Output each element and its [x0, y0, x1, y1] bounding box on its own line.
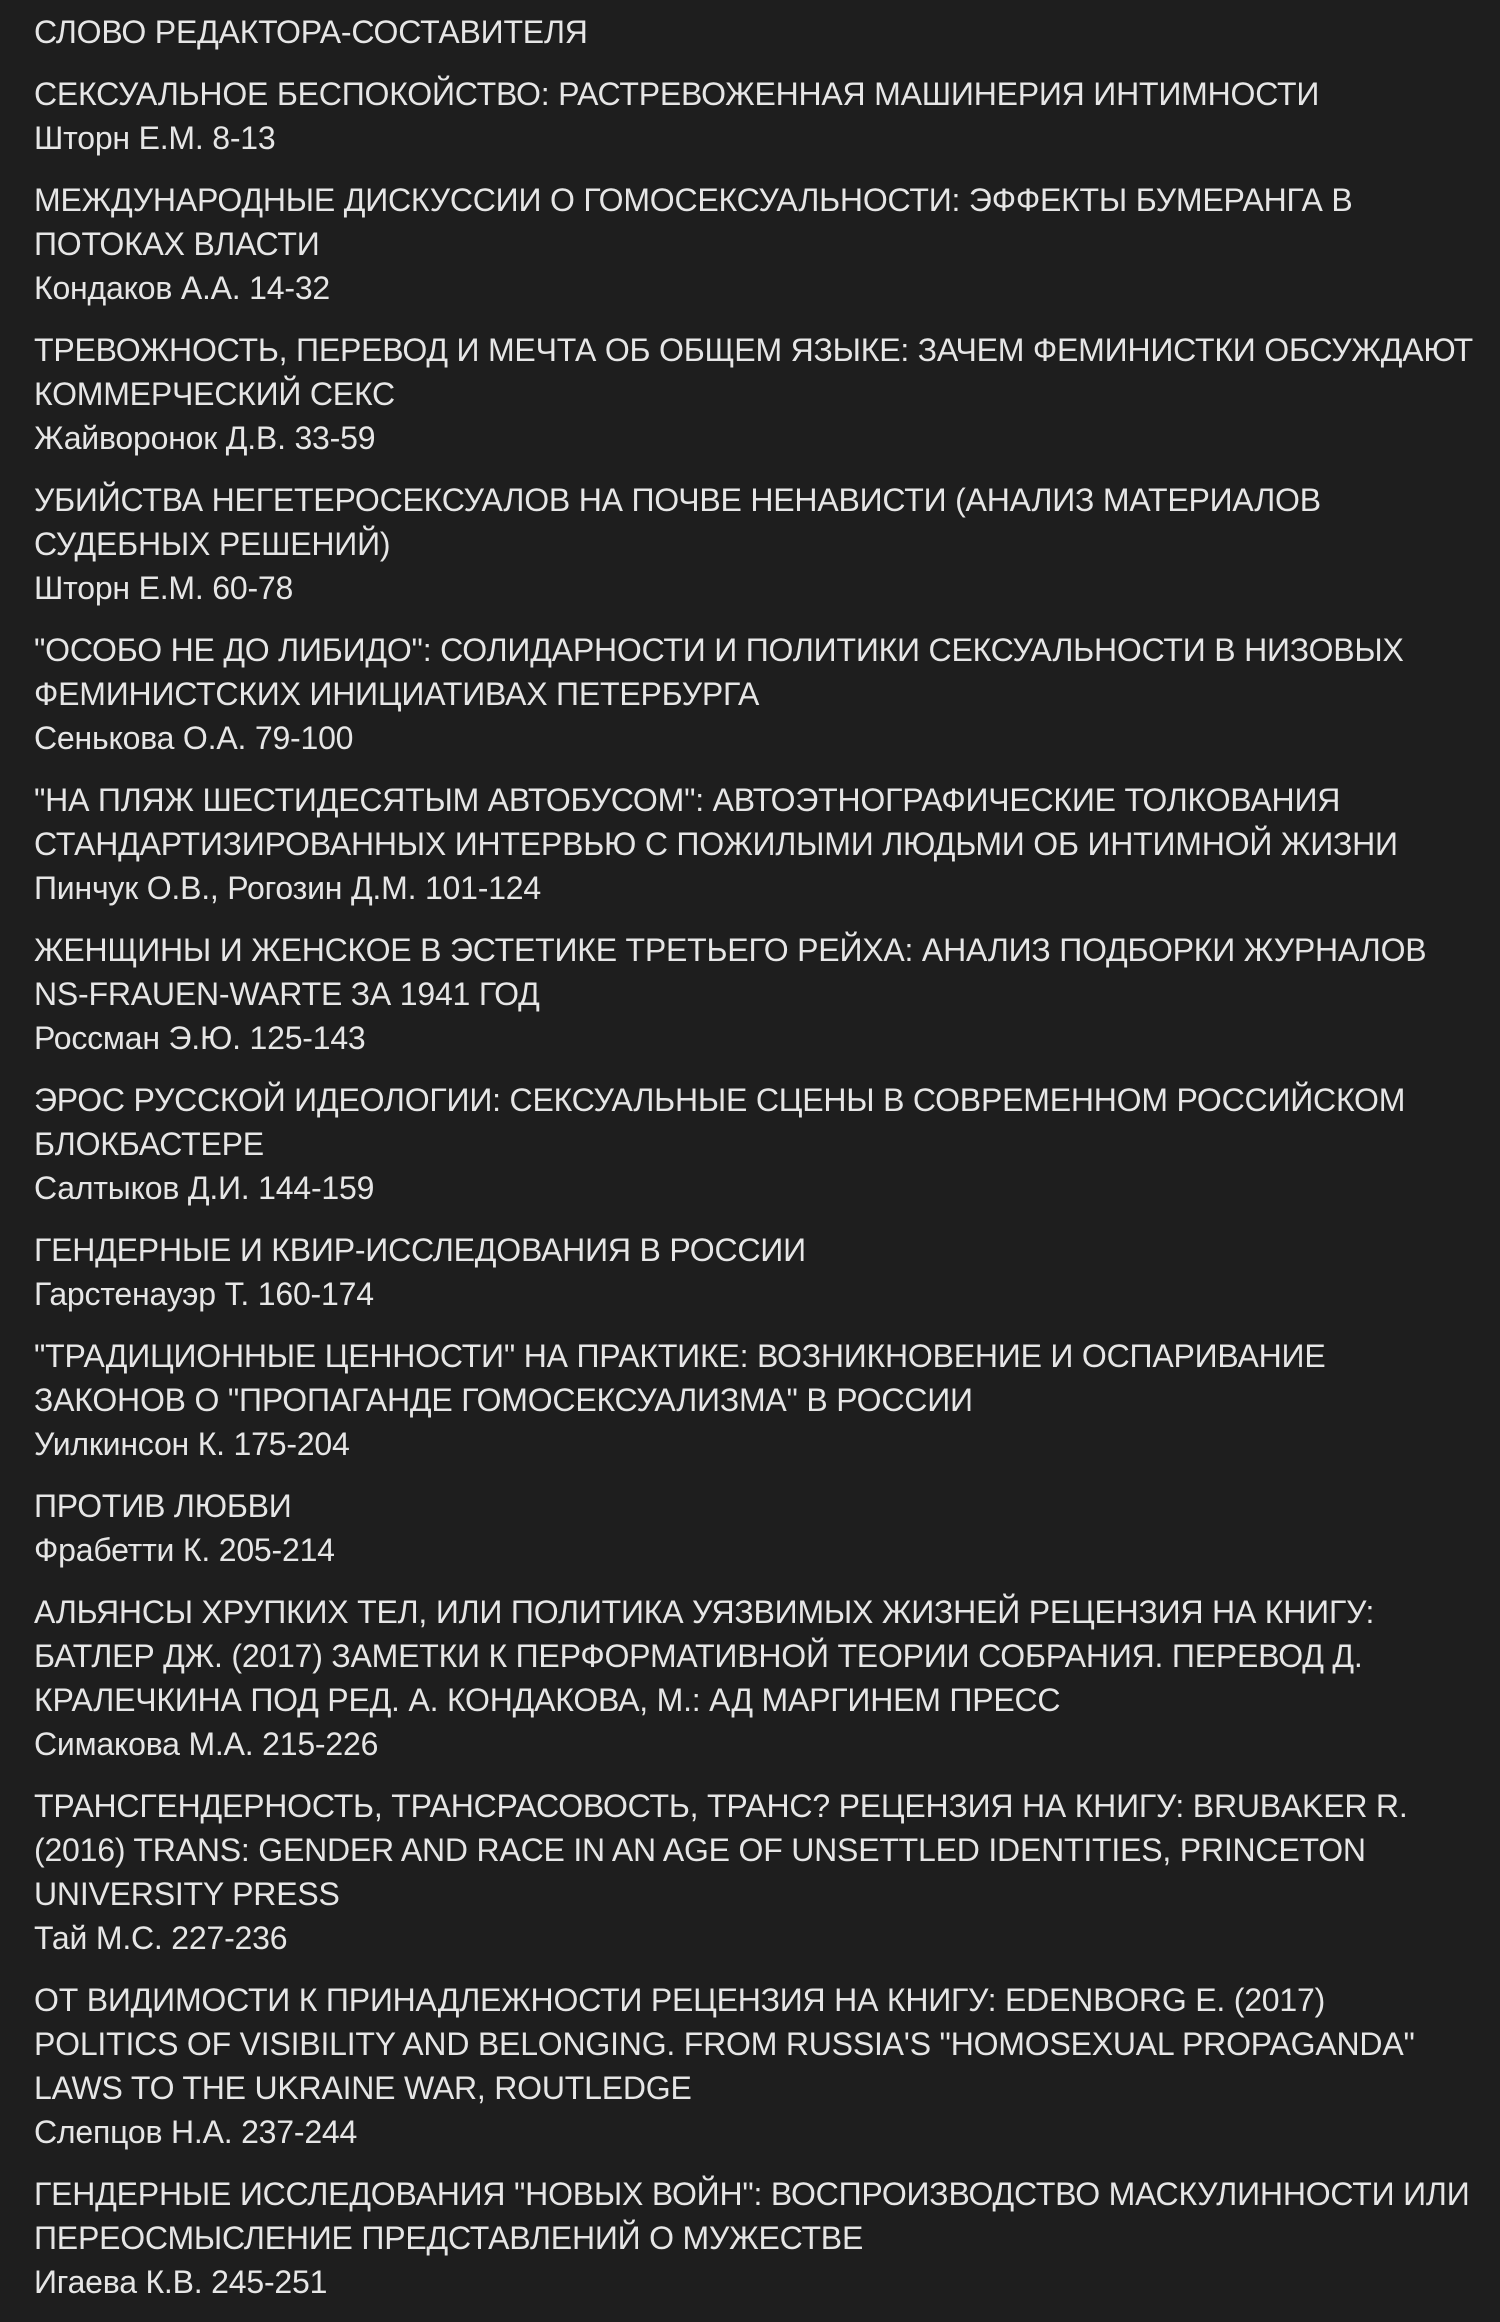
toc-entry: [34, 178, 1474, 310]
toc-entry: [34, 628, 1474, 760]
article-title-link[interactable]: УБИЙСТВА НЕГЕТЕРОСЕКСУАЛОВ НА ПОЧВЕ НЕНАВИСТИ (АНАЛИЗ МАТЕРИАЛОВ СУДЕБНЫХ РЕШЕНИЙ): [34, 482, 1321, 562]
toc-entry: [34, 1078, 1474, 1210]
article-title-link[interactable]: "ТРАДИЦИОННЫЕ ЦЕННОСТИ" НА ПРАКТИКЕ: ВОЗНИКНОВЕНИЕ И ОСПАРИВАНИЕ ЗАКОНОВ О "ПРОПАГАНДЕ ГОМОСЕКСУАЛИЗМА" В РОССИИ: [34, 1338, 1326, 1418]
toc-header-link[interactable]: СЛОВО РЕДАКТОРА-СОСТАВИТЕЛЯ: [34, 14, 588, 50]
article-author-pages: Шторн Е.М. 60-78: [34, 570, 294, 606]
toc-entry: [34, 1228, 1474, 1316]
article-author-pages: Россман Э.Ю. 125-143: [34, 1020, 366, 1056]
toc-entry: [34, 1978, 1474, 2154]
article-author-pages: Гарстенауэр Т. 160-174: [34, 1276, 374, 1312]
toc-entry: [34, 1590, 1474, 1766]
article-author-pages: Тай М.С. 227-236: [34, 1920, 288, 1956]
table-of-contents: [34, 10, 1474, 2322]
toc-entry: [34, 2172, 1474, 2304]
article-title-link[interactable]: СЕКСУАЛЬНОЕ БЕСПОКОЙСТВО: РАСТРЕВОЖЕННАЯ МАШИНЕРИЯ ИНТИМНОСТИ: [34, 76, 1320, 112]
article-author-pages: Игаева К.В. 245-251: [34, 2264, 328, 2300]
article-title-link[interactable]: "ОСОБО НЕ ДО ЛИБИДО": СОЛИДАРНОСТИ И ПОЛИТИКИ СЕКСУАЛЬНОСТИ В НИЗОВЫХ ФЕМИНИСТСКИХ ИНИЦИАТИВАХ ПЕТЕРБУРГА: [34, 632, 1404, 712]
article-title-link[interactable]: ТРЕВОЖНОСТЬ, ПЕРЕВОД И МЕЧТА ОБ ОБЩЕМ ЯЗЫКЕ: ЗАЧЕМ ФЕМИНИСТКИ ОБСУЖДАЮТ КОММЕРЧЕСКИЙ СЕКС: [34, 332, 1474, 412]
article-title-link[interactable]: ЖЕНЩИНЫ И ЖЕНСКОЕ В ЭСТЕТИКЕ ТРЕТЬЕГО РЕЙХА: АНАЛИЗ ПОДБОРКИ ЖУРНАЛОВ NS-FRAUEN-WARTE ЗА 1941 ГОД: [34, 932, 1427, 1012]
toc-entry: [34, 1484, 1474, 1572]
article-title-link[interactable]: ГЕНДЕРНЫЕ ИССЛЕДОВАНИЯ "НОВЫХ ВОЙН": ВОСПРОИЗВОДСТВО МАСКУЛИННОСТИ ИЛИ ПЕРЕОСМЫСЛЕНИЕ ПРЕДСТАВЛЕНИЙ О МУЖЕСТВЕ: [34, 2176, 1470, 2256]
article-title-link[interactable]: АЛЬЯНСЫ ХРУПКИХ ТЕЛ, ИЛИ ПОЛИТИКА УЯЗВИМЫХ ЖИЗНЕЙ РЕЦЕНЗИЯ НА КНИГУ: БАТЛЕР ДЖ. (2017) ЗАМЕТКИ К ПЕРФОРМАТИВНОЙ ТЕОРИИ СОБРАНИЯ. ПЕРЕВОД Д. КРАЛЕЧКИНА ПОД РЕД. А. КОНДАКОВА, М.: АД МАРГИНЕМ ПРЕСС: [34, 1594, 1375, 1718]
article-author-pages: Салтыков Д.И. 144-159: [34, 1170, 375, 1206]
article-title-link[interactable]: ГЕНДЕРНЫЕ И КВИР-ИССЛЕДОВАНИЯ В РОССИИ: [34, 1232, 806, 1268]
toc-entry: [34, 328, 1474, 460]
article-author-pages: Слепцов Н.А. 237-244: [34, 2114, 358, 2150]
toc-entry: [34, 72, 1474, 160]
article-author-pages: Симакова М.А. 215-226: [34, 1726, 379, 1762]
toc-entry: [34, 928, 1474, 1060]
toc-entry: [34, 778, 1474, 910]
article-title-link[interactable]: ЭРОС РУССКОЙ ИДЕОЛОГИИ: СЕКСУАЛЬНЫЕ СЦЕНЫ В СОВРЕМЕННОМ РОССИЙСКОМ БЛОКБАСТЕРЕ: [34, 1082, 1406, 1162]
article-title-link[interactable]: "НА ПЛЯЖ ШЕСТИДЕСЯТЫМ АВТОБУСОМ": АВТОЭТНОГРАФИЧЕСКИЕ ТОЛКОВАНИЯ СТАНДАРТИЗИРОВАННЫХ ИНТЕРВЬЮ С ПОЖИЛЫМИ ЛЮДЬМИ ОБ ИНТИМНОЙ ЖИЗНИ: [34, 782, 1398, 862]
article-title-link[interactable]: ОТ ВИДИМОСТИ К ПРИНАДЛЕЖНОСТИ РЕЦЕНЗИЯ НА КНИГУ: EDENBORG E. (2017) POLITICS OF VISIBILITY AND BELONGING. FROM RUSSIA'S "HOMOSEXUAL PROPAGANDA" LAWS TO THE UKRAINE WAR, ROUTLEDGE: [34, 1982, 1415, 2106]
article-title-link[interactable]: МЕЖДУНАРОДНЫЕ ДИСКУССИИ О ГОМОСЕКСУАЛЬНОСТИ: ЭФФЕКТЫ БУМЕРАНГА В ПОТОКАХ ВЛАСТИ: [34, 182, 1353, 262]
article-author-pages: Жайворонок Д.В. 33-59: [34, 420, 376, 456]
article-author-pages: Кондаков А.А. 14-32: [34, 270, 331, 306]
article-author-pages: Уилкинсон К. 175-204: [34, 1426, 350, 1462]
toc-entry: [34, 478, 1474, 610]
article-title-link[interactable]: ТРАНСГЕНДЕРНОСТЬ, ТРАНСРАСОВОСТЬ, ТРАНС? РЕЦЕНЗИЯ НА КНИГУ: BRUBAKER R. (2016) TRANS: GENDER AND RACE IN AN AGE OF UNSETTLED IDENTITIES, PRINCETON UNIVERSITY PRESS: [34, 1788, 1408, 1912]
article-author-pages: Фрабетти К. 205-214: [34, 1532, 335, 1568]
toc-entry: [34, 1334, 1474, 1466]
article-author-pages: Шторн Е.М. 8-13: [34, 120, 276, 156]
toc-entry: [34, 1784, 1474, 1960]
article-author-pages: Сенькова О.А. 79-100: [34, 720, 354, 756]
article-title-link[interactable]: ПРОТИВ ЛЮБВИ: [34, 1488, 292, 1524]
article-author-pages: Пинчук О.В., Рогозин Д.М. 101-124: [34, 870, 541, 906]
